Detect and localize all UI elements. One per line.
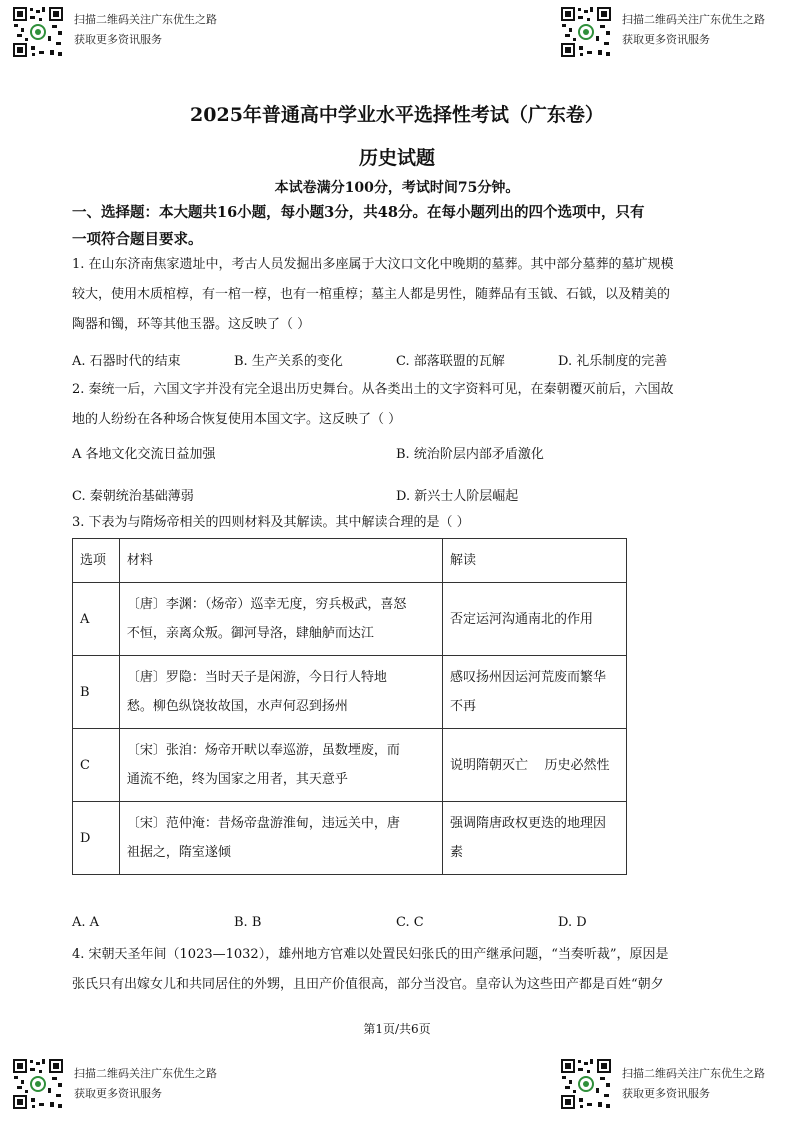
material-line: 愁。柳色纵饶妆故国，水声何忍到扬州 — [126, 699, 348, 714]
question-1-line-1: 1. 在山东济南焦家遗址中，考古人员发掘出多座属于大汶口文化中晚期的墓葬。其中部分墓葬的墓圹规模 — [72, 257, 674, 272]
question-3-stem-text: 3. 下表为与隋炀帝相关的四则材料及其解读。其中解读合理的是（ ） — [72, 515, 470, 530]
table-header-row — [73, 539, 627, 583]
question-3-stem — [72, 508, 726, 538]
table-cell-material — [119, 656, 442, 729]
table-cell-reading — [443, 583, 627, 656]
question-1-option-d[interactable]: D. 礼乐制度的完善 — [558, 354, 668, 369]
question-2-line-2: 地的人纷纷在各种场合恢复使用本国文字。这反映了（ ） — [72, 412, 402, 427]
section-heading — [72, 199, 732, 253]
banner-line-1: 扫描二维码关注广东优生之路 — [622, 13, 765, 26]
table-cell-reading — [443, 802, 627, 875]
material-line: 祖据之，隋室遂倾 — [126, 845, 231, 860]
table-cell-material — [119, 802, 442, 875]
table-header-material: 材料 — [119, 539, 442, 583]
question-3-option-b[interactable]: B. B — [234, 915, 262, 930]
table-cell-material — [119, 729, 442, 802]
exam-title: 2025年普通高中学业水平选择性考试（广东卷） — [190, 104, 604, 126]
question-4 — [72, 940, 726, 1000]
question-4-line-1: 4. 宋朝天圣年间（1023—1032），雄州地方官难以处置民妇张氏的田产继承问题，“当奏听裁”，原因是 — [72, 947, 669, 962]
question-1-line-3: 陶器和镯，环等其他玉器。这反映了（ ） — [72, 317, 311, 332]
qr-code-top-right — [560, 6, 612, 58]
material-line: 不恒，亲离众叛。御河导洛，肆舳舻而达江 — [126, 626, 374, 641]
reading-line: 感叹扬州因运河荒废而繁华 — [450, 670, 607, 685]
banner-top-left — [74, 10, 217, 50]
table-header-reading: 解读 — [443, 539, 627, 583]
table-row — [73, 729, 627, 802]
exam-info: 本试卷满分100分，考试时间75分钟。 — [274, 180, 520, 196]
banner-line-2: 获取更多资讯服务 — [74, 1087, 162, 1100]
table-header-option: 选项 — [73, 539, 120, 583]
section-heading-line-1: 一、选择题：本大题共16小题，每小题3分，共48分。在每小题列出的四个选项中，只有 — [72, 204, 645, 221]
question-2-option-a[interactable]: A 各地文化交流日益加强 — [72, 447, 216, 462]
banner-line-1: 扫描二维码关注广东优生之路 — [74, 1067, 217, 1080]
section-heading-line-2: 一项符合题目要求。 — [72, 231, 203, 248]
banner-bottom-right — [622, 1064, 765, 1104]
reading-line: 素 — [450, 845, 464, 860]
reading-line: 否定运河沟通南北的作用 — [450, 611, 594, 627]
question-1-option-c[interactable]: C. 部落联盟的瓦解 — [396, 354, 505, 369]
table-cell-option: D — [73, 802, 120, 875]
exam-subject: 历史试题 — [358, 147, 435, 169]
qr-code-top-left — [12, 6, 64, 58]
question-1-option-a[interactable]: A. 石器时代的结束 — [72, 354, 181, 369]
table-row — [73, 802, 627, 875]
question-3-option-d[interactable]: D. D — [558, 915, 587, 930]
question-1-option-b[interactable]: B. 生产关系的变化 — [234, 354, 343, 369]
question-2-option-b[interactable]: B. 统治阶层内部矛盾激化 — [396, 447, 544, 462]
banner-line-2: 获取更多资讯服务 — [622, 33, 710, 46]
question-2-line-1: 2. 秦统一后，六国文字并没有完全退出历史舞台。从各类出土的文字资料可见，在秦朝覆灭前后，六国故 — [72, 382, 674, 397]
question-4-line-2: 张氏只有出嫁女儿和共同居住的外甥，且田产价值很高，部分当没官。皇帝认为这些田产都是百姓“朝夕 — [72, 977, 664, 992]
qr-code-bottom-right — [560, 1058, 612, 1110]
banner-line-2: 获取更多资讯服务 — [74, 33, 162, 46]
question-2-option-d[interactable]: D. 新兴士人阶层崛起 — [396, 489, 519, 504]
reading-line: 强调隋唐政权更迭的地理因 — [450, 816, 607, 831]
table-cell-reading — [443, 729, 627, 802]
material-line: 〔宋〕范仲淹：昔炀帝盘游淮甸，违远关中，唐 — [126, 816, 400, 831]
reading-line: 不再 — [450, 699, 477, 714]
table-row — [73, 656, 627, 729]
table-cell-material — [119, 583, 442, 656]
question-2-option-c[interactable]: C. 秦朝统治基础薄弱 — [72, 489, 194, 504]
banner-line-1: 扫描二维码关注广东优生之路 — [74, 13, 217, 26]
reading-line: 说明隋朝灭亡 历史必然性 — [450, 757, 610, 773]
question-3-option-c[interactable]: C. C — [396, 915, 424, 930]
material-line: 通流不绝，终为国家之用者，其天意乎 — [126, 772, 348, 787]
question-1 — [72, 250, 726, 340]
banner-top-right — [622, 10, 765, 50]
material-line: 〔唐〕李渊：（炀帝）巡幸无度，穷兵极武，喜怒 — [126, 597, 407, 612]
question-2 — [72, 375, 726, 435]
table-cell-option: A — [73, 583, 120, 656]
banner-bottom-left — [74, 1064, 217, 1104]
qr-code-bottom-left — [12, 1058, 64, 1110]
table-row — [73, 583, 627, 656]
question-3-table — [72, 538, 627, 875]
table-cell-option: B — [73, 656, 120, 729]
banner-line-2: 获取更多资讯服务 — [622, 1087, 710, 1100]
banner-line-1: 扫描二维码关注广东优生之路 — [622, 1067, 765, 1080]
table-cell-reading — [443, 656, 627, 729]
question-3-option-a[interactable]: A. A — [72, 915, 100, 930]
material-line: 〔唐〕罗隐：当时天子是闲游，今日行人特地 — [126, 670, 387, 685]
question-1-line-2: 较大，使用木质棺椁，有一棺一椁，也有一棺重椁；墓主人都是男性，随葬品有玉钺、石钺，以及精美的 — [72, 287, 671, 302]
page-number: 第1页/共6页 — [363, 1022, 431, 1036]
table-cell-option: C — [73, 729, 120, 802]
material-line: 〔宋〕张洎：炀帝开畎以奉巡游，虽数堙废，而 — [126, 743, 400, 758]
